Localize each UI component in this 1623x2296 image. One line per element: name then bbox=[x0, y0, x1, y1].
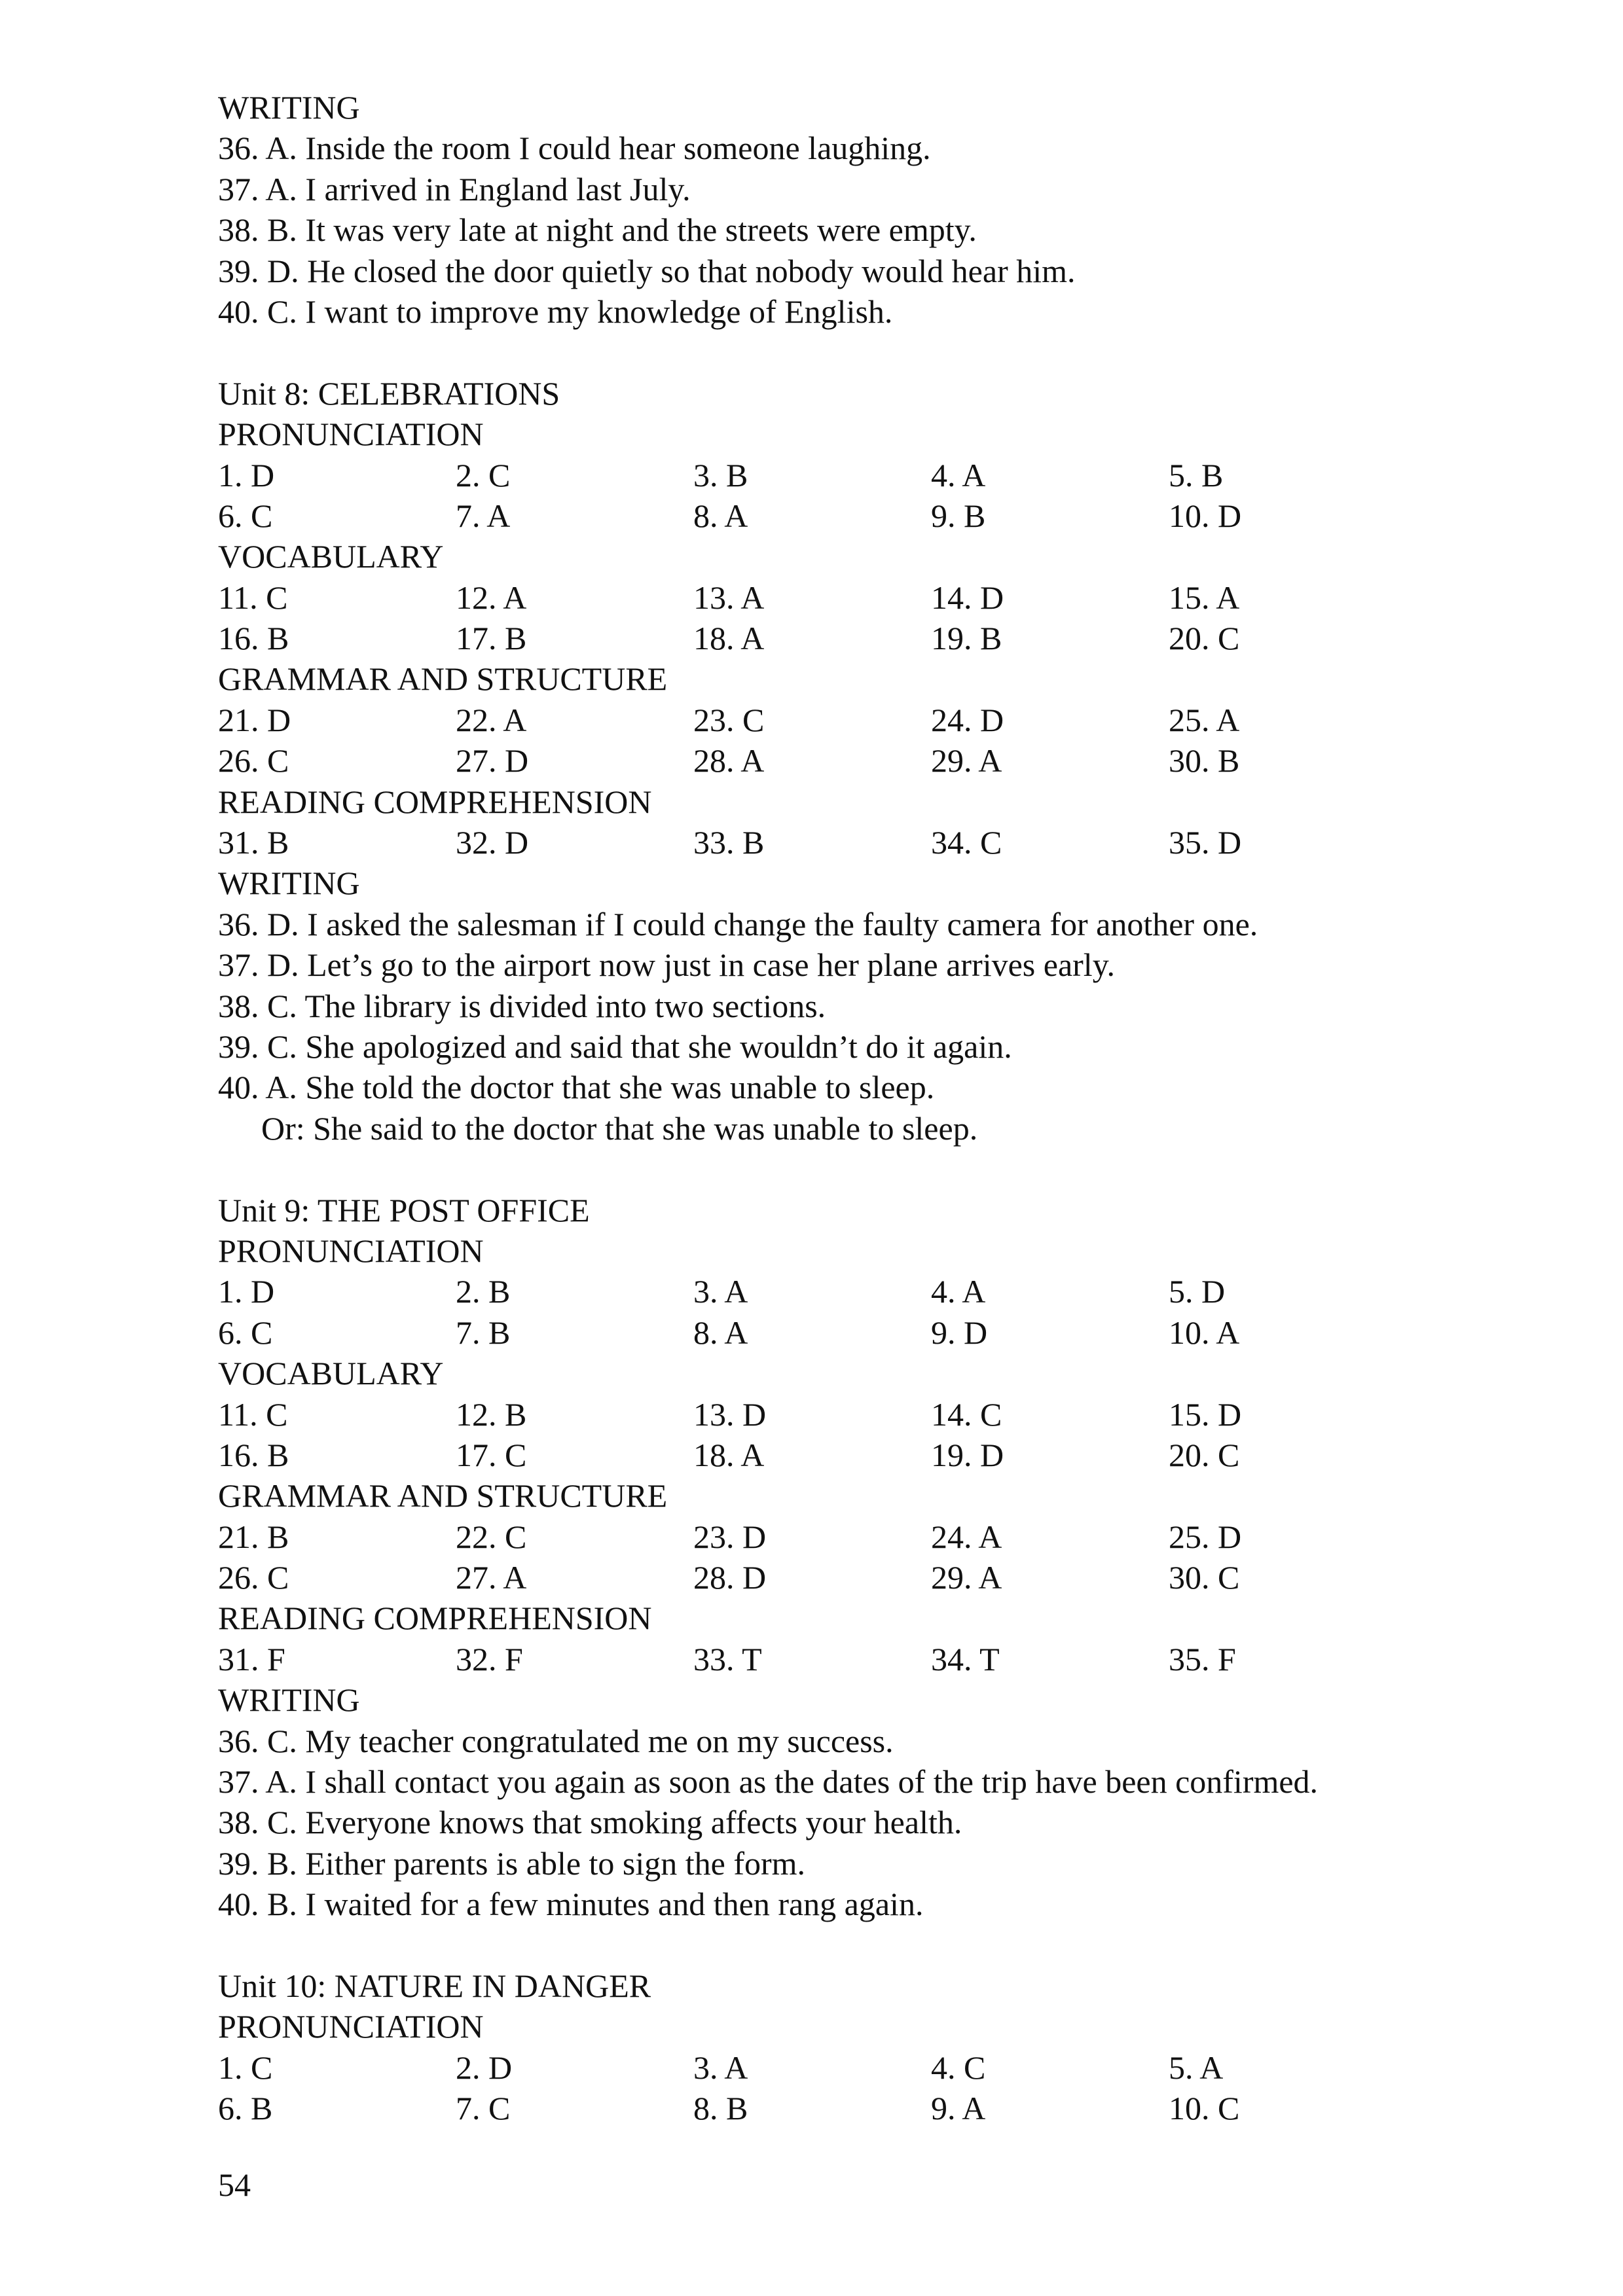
answer-cell: 12. A bbox=[456, 579, 527, 616]
answer-row bbox=[218, 577, 1541, 618]
answer-cell: 10. C bbox=[1169, 2090, 1240, 2127]
writing-answer: 37. A. I arrived in England last July. bbox=[218, 170, 691, 207]
unit-10-section bbox=[218, 1965, 1541, 2129]
answer-cell: 18. A bbox=[693, 620, 765, 657]
answer-cell: 9. D bbox=[931, 1314, 988, 1351]
answer-row bbox=[218, 822, 1541, 863]
answer-cell: 15. D bbox=[1169, 1395, 1242, 1433]
section-heading-reading: READING COMPREHENSION bbox=[218, 1600, 652, 1637]
answer-row bbox=[218, 700, 1541, 740]
answer-row bbox=[218, 1435, 1541, 1475]
answer-cell: 5. B bbox=[1169, 456, 1224, 493]
section-heading-grammar: GRAMMAR AND STRUCTURE bbox=[218, 1477, 668, 1515]
answer-cell: 16. B bbox=[218, 1436, 289, 1473]
answer-cell: 5. A bbox=[1169, 2049, 1224, 2086]
writing-answer: 38. C. Everyone knows that smoking affects your health. bbox=[218, 1804, 962, 1841]
section-spacer bbox=[218, 1149, 1541, 1189]
answer-cell: 2. D bbox=[456, 2049, 513, 2086]
answer-cell: 22. A bbox=[456, 701, 527, 738]
answer-cell: 23. D bbox=[693, 1518, 767, 1555]
section-heading-grammar: GRAMMAR AND STRUCTURE bbox=[218, 660, 668, 698]
answer-cell: 1. D bbox=[218, 456, 275, 493]
answer-cell: 3. A bbox=[693, 1273, 748, 1310]
answer-cell: 13. A bbox=[693, 579, 765, 616]
answer-cell: 7. C bbox=[456, 2090, 511, 2127]
answer-cell: 20. C bbox=[1169, 620, 1240, 657]
answer-cell: 27. A bbox=[456, 1559, 527, 1596]
writing-answer: 36. C. My teacher congratulated me on my success. bbox=[218, 1722, 894, 1759]
answer-cell: 4. A bbox=[931, 1273, 986, 1310]
answer-row bbox=[218, 455, 1541, 495]
answer-row bbox=[218, 2047, 1541, 2088]
writing-answer: 40. C. I want to improve my knowledge of English. bbox=[218, 293, 893, 330]
section-heading-writing: WRITING bbox=[218, 865, 360, 902]
answer-cell: 33. B bbox=[693, 824, 765, 861]
answer-cell: 18. A bbox=[693, 1436, 765, 1473]
answer-cell: 2. C bbox=[456, 456, 511, 493]
section-spacer bbox=[218, 1925, 1541, 1965]
answer-cell: 10. A bbox=[1169, 1314, 1240, 1351]
answer-cell: 35. F bbox=[1169, 1640, 1236, 1677]
unit-title: Unit 10: NATURE IN DANGER bbox=[218, 1967, 651, 2004]
answer-cell: 24. D bbox=[931, 701, 1004, 738]
answer-cell: 23. C bbox=[693, 701, 765, 738]
answer-cell: 21. D bbox=[218, 701, 291, 738]
answer-cell: 16. B bbox=[218, 620, 289, 657]
answer-cell: 17. B bbox=[456, 620, 527, 657]
answer-row bbox=[218, 1557, 1541, 1598]
answer-cell: 10. D bbox=[1169, 497, 1242, 534]
answer-row bbox=[218, 1639, 1541, 1679]
answer-cell: 15. A bbox=[1169, 579, 1240, 616]
answer-cell: 35. D bbox=[1169, 824, 1242, 861]
section-spacer bbox=[218, 332, 1541, 372]
section-heading-writing: WRITING bbox=[218, 89, 360, 126]
answer-cell: 21. B bbox=[218, 1518, 289, 1555]
answer-cell: 28. A bbox=[693, 742, 765, 780]
answer-cell: 11. C bbox=[218, 1395, 288, 1433]
answer-cell: 1. D bbox=[218, 1273, 275, 1310]
writing-answer: 39. C. She apologized and said that she wouldn’t do it again. bbox=[218, 1028, 1012, 1065]
section-heading-pronunciation: PRONUNCIATION bbox=[218, 2008, 484, 2045]
writing-answer: 40. B. I waited for a few minutes and then rang again. bbox=[218, 1886, 924, 1923]
unit-8-section bbox=[218, 373, 1541, 1149]
answer-cell: 7. B bbox=[456, 1314, 511, 1351]
answer-cell: 11. C bbox=[218, 579, 288, 616]
writing-answer: 39. D. He closed the door quietly so that nobody would hear him. bbox=[218, 252, 1076, 289]
answer-row bbox=[218, 1271, 1541, 1312]
answer-cell: 6. C bbox=[218, 497, 273, 534]
answer-row bbox=[218, 618, 1541, 658]
answer-cell: 4. A bbox=[931, 456, 986, 493]
answer-cell: 14. D bbox=[931, 579, 1004, 616]
writing-answer: 38. B. It was very late at night and the streets were empty. bbox=[218, 211, 977, 249]
answer-cell: 7. A bbox=[456, 497, 511, 534]
answer-cell: 8. B bbox=[693, 2090, 748, 2127]
answer-cell: 17. C bbox=[456, 1436, 527, 1473]
answer-cell: 8. A bbox=[693, 497, 748, 534]
answer-row bbox=[218, 740, 1541, 781]
answer-cell: 9. A bbox=[931, 2090, 986, 2127]
section-heading-reading: READING COMPREHENSION bbox=[218, 783, 652, 820]
answer-key-content bbox=[218, 87, 1541, 2129]
answer-cell: 20. C bbox=[1169, 1436, 1240, 1473]
section-heading-pronunciation: PRONUNCIATION bbox=[218, 1232, 484, 1269]
answer-cell: 25. D bbox=[1169, 1518, 1242, 1555]
answer-cell: 19. B bbox=[931, 620, 1002, 657]
answer-cell: 14. C bbox=[931, 1395, 1002, 1433]
answer-cell: 5. D bbox=[1169, 1273, 1226, 1310]
answer-row bbox=[218, 1516, 1541, 1557]
answer-cell: 28. D bbox=[693, 1559, 767, 1596]
answer-cell: 30. B bbox=[1169, 742, 1240, 780]
section-heading-vocabulary: VOCABULARY bbox=[218, 1355, 444, 1392]
answer-cell: 24. A bbox=[931, 1518, 1002, 1555]
answer-cell: 29. A bbox=[931, 742, 1002, 780]
answer-cell: 2. B bbox=[456, 1273, 511, 1310]
writing-answer: 40. A. She told the doctor that she was unable to sleep. bbox=[218, 1069, 935, 1106]
answer-cell: 12. B bbox=[456, 1395, 527, 1433]
writing-alternative-answer: Or: She said to the doctor that she was unable to sleep. bbox=[261, 1109, 978, 1147]
answer-cell: 30. C bbox=[1169, 1559, 1240, 1596]
answer-cell: 34. C bbox=[931, 824, 1002, 861]
answer-cell: 27. D bbox=[456, 742, 529, 780]
answer-row bbox=[218, 1394, 1541, 1435]
answer-cell: 3. A bbox=[693, 2049, 748, 2086]
answer-row bbox=[218, 2088, 1541, 2128]
unit-title: Unit 9: THE POST OFFICE bbox=[218, 1191, 590, 1229]
answer-cell: 32. F bbox=[456, 1640, 523, 1677]
unit-title: Unit 8: CELEBRATIONS bbox=[218, 374, 560, 412]
answer-cell: 13. D bbox=[693, 1395, 767, 1433]
answer-row bbox=[218, 495, 1541, 536]
writing-answer: 38. C. The library is divided into two sections. bbox=[218, 987, 826, 1024]
section-heading-vocabulary: VOCABULARY bbox=[218, 538, 444, 575]
answer-cell: 34. T bbox=[931, 1640, 1000, 1677]
answer-cell: 4. C bbox=[931, 2049, 986, 2086]
answer-cell: 6. C bbox=[218, 1314, 273, 1351]
section-heading-writing: WRITING bbox=[218, 1681, 360, 1719]
writing-answer: 37. D. Let’s go to the airport now just in case her plane arrives early. bbox=[218, 946, 1115, 984]
answer-cell: 19. D bbox=[931, 1436, 1004, 1473]
answer-cell: 31. B bbox=[218, 824, 289, 861]
answer-cell: 1. C bbox=[218, 2049, 273, 2086]
previous-unit-writing-section bbox=[218, 87, 1541, 332]
page-number: 54 bbox=[218, 2166, 251, 2203]
answer-cell: 8. A bbox=[693, 1314, 748, 1351]
answer-cell: 26. C bbox=[218, 742, 289, 780]
writing-answer: 36. D. I asked the salesman if I could change the faulty camera for another one. bbox=[218, 905, 1258, 942]
answer-cell: 32. D bbox=[456, 824, 529, 861]
answer-cell: 33. T bbox=[693, 1640, 762, 1677]
writing-answer: 39. B. Either parents is able to sign the form. bbox=[218, 1844, 806, 1882]
section-heading-pronunciation: PRONUNCIATION bbox=[218, 416, 484, 453]
answer-cell: 9. B bbox=[931, 497, 986, 534]
answer-cell: 26. C bbox=[218, 1559, 289, 1596]
writing-answer: 36. A. Inside the room I could hear someone laughing. bbox=[218, 130, 931, 167]
unit-9-section bbox=[218, 1190, 1541, 1925]
answer-cell: 25. A bbox=[1169, 701, 1240, 738]
answer-cell: 29. A bbox=[931, 1559, 1002, 1596]
answer-cell: 3. B bbox=[693, 456, 748, 493]
answer-cell: 6. B bbox=[218, 2090, 273, 2127]
writing-answer: 37. A. I shall contact you again as soon as the dates of the trip have been confirmed. bbox=[218, 1763, 1319, 1801]
answer-cell: 22. C bbox=[456, 1518, 527, 1555]
answer-cell: 31. F bbox=[218, 1640, 285, 1677]
answer-row bbox=[218, 1312, 1541, 1353]
